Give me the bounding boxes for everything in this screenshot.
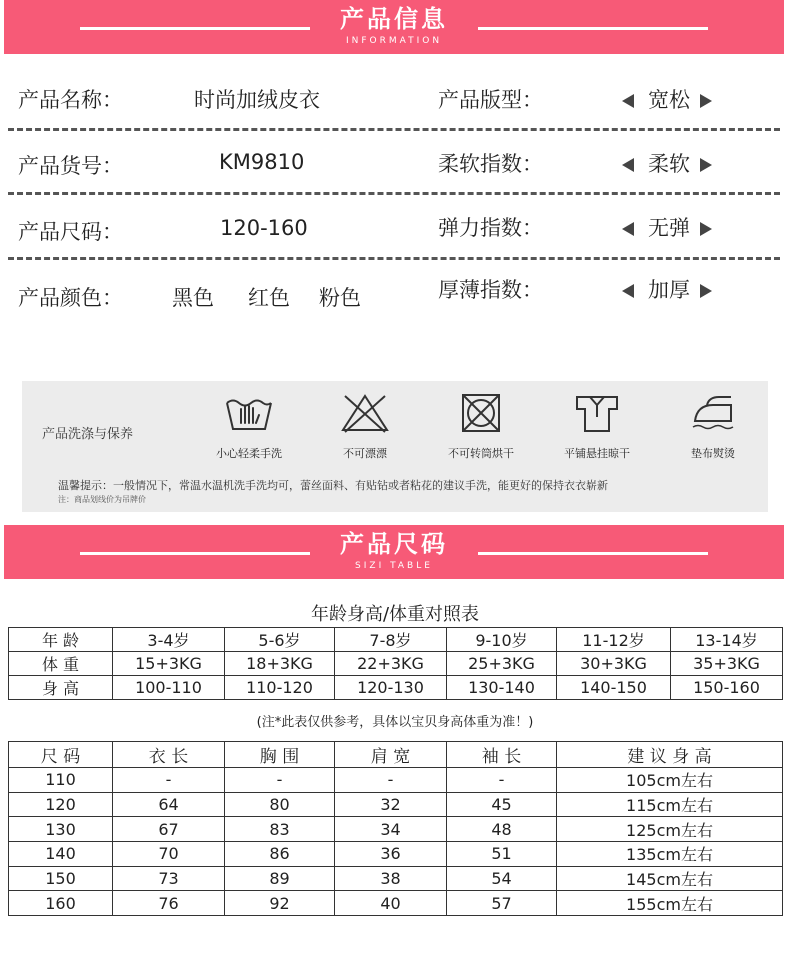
table-cell: - [113,768,225,793]
table-cell: 150 [9,866,113,891]
table-row [9,768,783,793]
name-label: 产品名称： [18,88,123,112]
table-cell: 34 [335,817,447,842]
elasticity-label: 弹力指数： [438,216,543,240]
banner-subtitle: INFORMATION [345,36,443,46]
table-header-cell: 建 议 身 高 [557,742,783,768]
table-cell: 45 [447,792,557,817]
table-cell: 70 [113,842,225,867]
info-row-2 [0,132,790,196]
table-cell: 130 [9,817,113,842]
table-cell: 120 [9,792,113,817]
size-banner [4,525,784,579]
care-tip: 温馨提示：一般情况下，常温水温机洗手洗均可，蕾丝面料、有贴钻或者粘花的建议手洗，能更好的保持衣衣崭新 [58,479,608,492]
table-cell: - [447,768,557,793]
size-label: 产品尺码： [18,220,123,244]
table-cell: 25+3KG [447,652,557,676]
code-label: 产品货号： [18,154,123,178]
table-header-cell: 肩 宽 [335,742,447,768]
fit-label: 产品版型： [438,88,543,112]
table-cell: 105cm左右 [557,768,783,793]
care-caption: 平铺悬挂晾干 [564,447,630,460]
table-cell: 100-110 [113,676,225,700]
divider [8,192,780,195]
table-cell: 67 [113,817,225,842]
divider [8,128,780,131]
color-value: 红色 [248,286,290,310]
table-cell: 32 [335,792,447,817]
name-value: 时尚加绒皮衣 [194,88,320,112]
arrow-left-icon [622,158,634,172]
divider [8,257,780,260]
code-value: KM9810 [219,150,305,174]
table-row [9,842,783,867]
table-row [9,792,783,817]
table-row [9,817,783,842]
table-cell: 135cm左右 [557,842,783,867]
table-cell: - [225,768,335,793]
table-row [9,652,783,676]
size-table-note: (注*此表仅供参考，具体以宝贝身高体重为准！) [256,715,534,730]
table-cell: 92 [225,891,335,916]
table-cell: 115cm左右 [557,792,783,817]
table-cell: 64 [113,792,225,817]
table-header-cell: 尺 码 [9,742,113,768]
table-cell: 22+3KG [335,652,447,676]
banner-subtitle: SIZI TABLE [355,561,433,571]
table-cell: 38 [335,866,447,891]
table-cell: 40 [335,891,447,916]
table-row [9,628,783,652]
table-cell: 36 [335,842,447,867]
table-cell: 76 [113,891,225,916]
care-caption: 不可漂漂 [343,447,387,460]
table-cell: 86 [225,842,335,867]
table-cell: 年 龄 [9,628,113,652]
table-cell: 160 [9,891,113,916]
size-table [8,741,783,916]
table-cell: 110 [9,768,113,793]
banner-title: 产品尺码 [340,530,448,558]
care-caption: 小心轻柔手洗 [216,447,282,460]
arrow-left-icon [622,94,634,108]
table-cell: 89 [225,866,335,891]
fit-value: 宽松 [622,84,712,114]
care-caption: 不可转筒烘干 [448,447,514,460]
table-header-cell: 衣 长 [113,742,225,768]
table-cell: 83 [225,817,335,842]
care-item-no-bleach [310,393,420,461]
table-cell: 120-130 [335,676,447,700]
table-header-row [9,742,783,768]
care-caption: 垫布熨烫 [691,447,735,460]
care-panel [22,381,768,512]
table-cell: 48 [447,817,557,842]
iron-icon [687,393,739,433]
table-cell: 30+3KG [557,652,671,676]
table-cell: 110-120 [225,676,335,700]
arrow-left-icon [622,284,634,298]
table-cell: 35+3KG [671,652,783,676]
table-cell: 125cm左右 [557,817,783,842]
table-row [9,891,783,916]
arrow-right-icon [700,284,712,298]
color-value: 粉色 [319,286,361,310]
table-cell: 3-4岁 [113,628,225,652]
info-banner [4,0,784,54]
no-tumble-dry-icon [455,393,507,433]
table-cell: 9-10岁 [447,628,557,652]
table-cell: 80 [225,792,335,817]
table-header-cell: 胸 围 [225,742,335,768]
table-cell: 130-140 [447,676,557,700]
info-row-4 [0,262,790,326]
table-cell: 140-150 [557,676,671,700]
care-item-hang-dry [542,393,652,461]
table-cell: 145cm左右 [557,866,783,891]
table-cell: 150-160 [671,676,783,700]
size-value: 120-160 [220,216,308,240]
arrow-right-icon [700,94,712,108]
elasticity-value: 无弹 [622,212,712,242]
color-label: 产品颜色： [18,286,123,310]
thickness-value: 加厚 [622,274,712,304]
table-row [9,676,783,700]
table-cell: - [335,768,447,793]
hang-dry-icon [571,393,623,433]
care-item-no-tumble-dry [426,393,536,461]
table-row [9,866,783,891]
info-row-3 [0,196,790,260]
table-cell: 18+3KG [225,652,335,676]
hand-wash-icon [223,393,275,433]
softness-value: 柔软 [622,148,712,178]
table-cell: 15+3KG [113,652,225,676]
table-cell: 7-8岁 [335,628,447,652]
table-cell: 155cm左右 [557,891,783,916]
table-cell: 57 [447,891,557,916]
no-bleach-icon [339,393,391,433]
care-item-iron [658,393,768,461]
table-cell: 身 高 [9,676,113,700]
arrow-right-icon [700,158,712,172]
info-row-1 [0,66,790,130]
price-note: 注：商品划线价为吊牌价 [58,495,146,504]
table-cell: 体 重 [9,652,113,676]
thickness-label: 厚薄指数： [438,278,543,302]
table-cell: 54 [447,866,557,891]
softness-label: 柔软指数： [438,152,543,176]
color-value: 黑色 [172,286,214,310]
arrow-left-icon [622,222,634,236]
table-cell: 73 [113,866,225,891]
care-item-hand-wash [194,393,304,461]
table-cell: 5-6岁 [225,628,335,652]
table-header-cell: 袖 长 [447,742,557,768]
table-cell: 11-12岁 [557,628,671,652]
age-table-title: 年龄身高/体重对照表 [310,604,480,625]
age-height-weight-table [8,627,783,700]
arrow-right-icon [700,222,712,236]
banner-title: 产品信息 [340,5,448,33]
table-cell: 13-14岁 [671,628,783,652]
table-cell: 51 [447,842,557,867]
table-cell: 140 [9,842,113,867]
care-label: 产品洗涤与保养 [42,427,134,442]
